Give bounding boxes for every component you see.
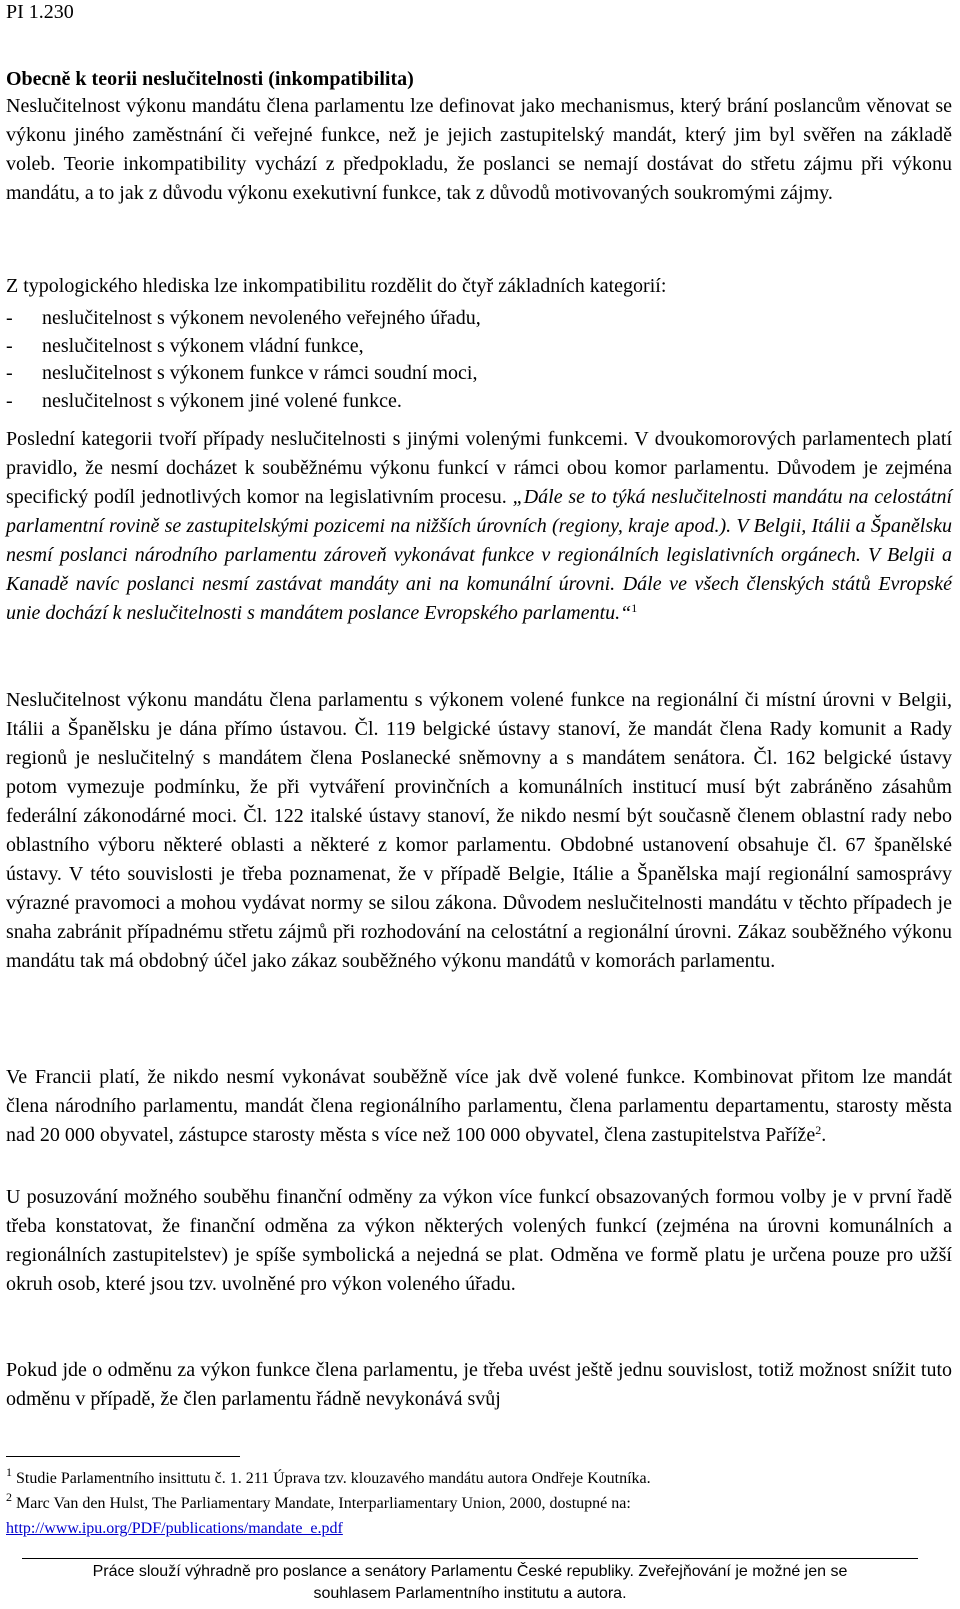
footnote-link[interactable]: http://www.ipu.org/PDF/publications/mandate_e.pdf: [6, 1520, 343, 1537]
footnotes: [6, 1466, 952, 1541]
list-item: - neslučitelnost s výkonem vládní funkce,: [6, 333, 952, 361]
footer-line: souhlasem Parlamentního institutu a autora.: [313, 1585, 627, 1602]
paragraph-typology-intro: Z typologického hlediska lze inkompatibilitu rozdělit do čtyř základních kategorií:: [6, 275, 667, 297]
paragraph-parliament-pay: Pokud jde o odměnu za výkon funkce člena parlamentu, je třeba uvést ještě jednu souvislost, totiž možnost snížit tuto odměnu v případě, že člen parlamentu řádně nevykonává svůj: [6, 1359, 952, 1410]
footer-separator: [22, 1558, 918, 1559]
footnote-ref: 2: [815, 1123, 822, 1137]
footnote-ref: 1: [631, 601, 638, 615]
footnote-2: $^2$ Marc Van den Hulst, The Parliamentary Mandate, Interparliamentary Union, 2000, dostupné na:: [6, 1490, 631, 1512]
list-dash: -: [6, 362, 13, 385]
paragraph-elected-functions: Poslední kategorii tvoří případy neslučitelnosti s jinými volenými funkcemi. V dvoukomorových parlamentech platí pravidlo, že nesmí docházet k souběžnému výkonu funkcí v rámci obou komor parlamentu. Důvodem je zejména specifický podíl jednotlivých komor na legislativním procesu. „Dále se to týká neslučitelnosti mandátu na celostátní parlamentní rovině se zastupitelskými pozicemi na nižších úrovních (regiony, kraje apod.). V Belgii, Itálii a Španělsku nesmí poslanci národního parlamentu zároveň vykonávat funkce v regionálních legislativních orgánech. V Belgii a Kanadě navíc poslanci nesmí zastávat mandáty ani na komunální úrovni. Dále ve všech členských států Evropské unie dochází k neslučitelnosti s mandátem poslance Evropského parlamentu.“$^1$: [6, 428, 952, 624]
list-dash: -: [6, 389, 13, 412]
paragraph-definition: Neslučitelnost výkonu mandátu člena parlamentu lze definovat jako mechanismus, který brání poslancům věnovat se výkonu jiného zaměstnání či veřejné funkce, než je jejich zastupitelský mandát, který jim byl svěřen na základě voleb. Teorie inkompatibility vychází z předpokladu, že poslanci se nemají dostávat do střetu zájmu při výkonu mandátu, a to jak z důvodu výkonu exekutivní funkce, tak z důvodů motivovaných soukromými zájmy.: [6, 95, 952, 204]
list-dash: -: [6, 334, 13, 357]
paragraph-france: Ve Francii platí, že nikdo nesmí vykonávat souběžně více jak dvě volené funkce. Kombinovat přitom lze mandát člena národního parlamentu, mandát člena regionálního parlamentu, člena parlamentu departamentu, starosty města nad 20 000 obyvatel, zástupce starosty města s více než 100 000 obyvatel, člena zastupitelstva Paříže$^2$.: [6, 1066, 952, 1146]
quote-text: „Dále se to týká neslučitelnosti mandátu na celostátní parlamentní rovině se zastupitelskými pozicemi na nižších úrovních (regiony, kraje apod.). V Belgii, Itálii a Španělsku nesmí poslanci národního parlamentu zároveň vykonávat funkce v regionálních legislativních orgánech. V Belgii a Kanadě navíc poslanci nesmí zastávat mandáty ani na komunální úrovni. Dále ve všech členských států Evropské unie dochází k neslučitelnosti s mandátem poslance Evropského parlamentu.“: [6, 486, 952, 624]
list-dash: -: [6, 307, 13, 329]
list-item: - neslučitelnost s výkonem funkce v rámci soudní moci,: [6, 360, 952, 388]
footnote-separator: [6, 1456, 240, 1457]
paragraph-regional-incompatibility: Neslučitelnost výkonu mandátu člena parlamentu s výkonem volené funkce na regionální či místní úrovni v Belgii, Itálii a Španělsku je dána přímo ústavou. Čl. 119 belgické ústavy stanoví, že mandát člena Rady komunit a Rady regionů je neslučitelný s mandátem člena Poslanecké sněmovny a s mandátem senátora. Čl. 162 belgické ústavy potom vymezuje podmínku, že při vytváření provinčních a komunálních institucí musí být zabráněno zásahům federální zákonodárné moci. Čl. 122 italské ústavy stanoví, že nikdo nesmí být současně členem oblastní rady nebo oblastního výboru některé oblasti a některé z komor parlamentu. Obdobné ustanovení obsahuje čl. 67 španělské ústavy. V této souvislosti je třeba poznamenat, že v případě Belgie, Itálie a Španělska mají regionální samosprávy výrazné pravomoci a mohou vydávat normy se silou zákona. Důvodem neslučitelnosti mandátu v těchto případech je snaha zabránit případnému střetu zájmů při rozhodování na celostátní a regionální úrovni. Zákaz souběžného výkonu mandátu tak má obdobný účel jako zákaz souběžného výkonu mandátů v komorách parlamentu.: [6, 689, 952, 972]
list-item: - neslučitelnost s výkonem jiné volené funkce.: [6, 388, 952, 416]
paragraph-remuneration: U posuzování možného souběhu finanční odměny za výkon více funkcí obsazovaných formou volby je v první řadě třeba konstatovat, že finanční odměna za výkon některých volených funkcí (zejména na úrovni komunálních a regionálních zastupitelstev) je spíše symbolická a nejedná se plat. Odměna ve formě platu je určena pouze pro užší okruh osob, které jsou tzv. uvolněné pro výkon voleného úřadu.: [6, 1186, 952, 1295]
category-list: [6, 305, 952, 415]
footnote-1: $^1$ Studie Parlamentního insittutu č. 1. 211 Úprava tzv. klouzavého mandátu autora Ondřeje Koutníka.: [6, 1465, 651, 1487]
list-item: - neslučitelnost s výkonem nevoleného veřejného úřadu,: [6, 305, 952, 333]
page-footer: [22, 1561, 918, 1605]
document-reference: PI 1.230: [6, 1, 74, 23]
footer-line: Práce slouží výhradně pro poslance a senátory Parlamentu České republiky. Zveřejňování je možné jen se: [92, 1563, 848, 1580]
section-heading: Obecně k teorii neslučitelnosti (inkompatibilita): [6, 68, 414, 90]
